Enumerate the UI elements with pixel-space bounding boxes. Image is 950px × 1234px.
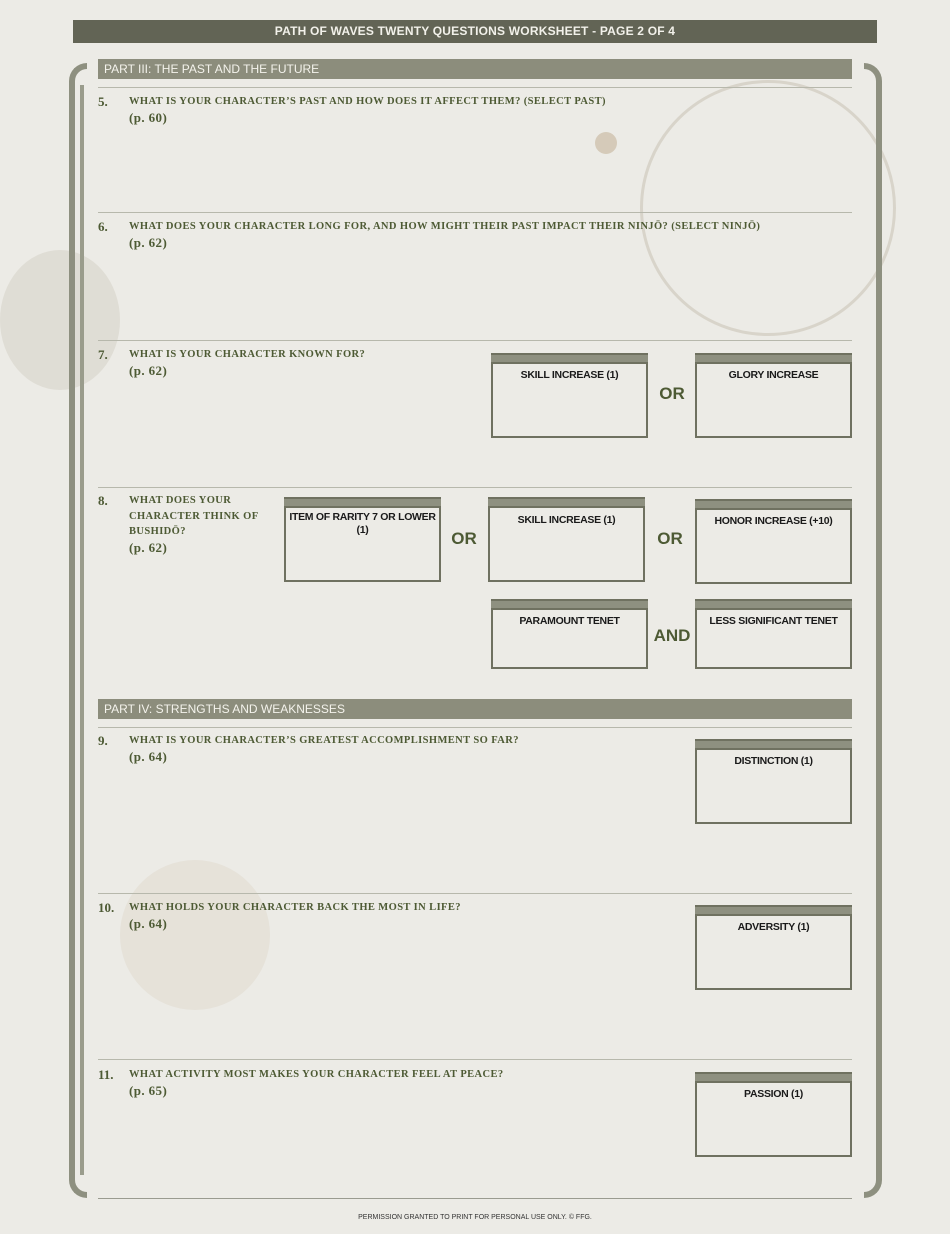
question-11-text: WHAT ACTIVITY MOST MAKES YOUR CHARACTER FEEL AT PEACE? <box>129 1069 504 1080</box>
question-7-number: 7. <box>98 347 108 362</box>
page-frame-left-inner <box>80 85 84 1175</box>
divider <box>98 1198 852 1199</box>
item-of-rarity-label: ITEM OF RARITY 7 OR LOWER (1) <box>289 511 436 536</box>
question-6-text: WHAT DOES YOUR CHARACTER LONG FOR, AND HOW MIGHT THEIR PAST IMPACT THEIR NINJŌ? (SELECT NINJŌ) <box>129 221 761 232</box>
question-7-text: WHAT IS YOUR CHARACTER KNOWN FOR? <box>129 349 366 360</box>
footer-permission: PERMISSION GRANTED TO PRINT FOR PERSONAL USE ONLY. © FFG. <box>358 1214 592 1221</box>
worksheet-title: PATH OF WAVES TWENTY QUESTIONS WORKSHEET - PAGE 2 OF 4 <box>73 20 877 43</box>
question-8-text: WHAT DOES YOUR CHARACTER THINK OF BUSHIDŌ? <box>129 495 259 537</box>
question-11-page: (p. 65) <box>129 1082 168 1098</box>
or-connector: OR <box>659 384 685 403</box>
question-6-number: 6. <box>98 219 108 234</box>
question-8 <box>129 493 274 555</box>
distinction-box[interactable] <box>695 739 852 824</box>
section-part-iii: PART III: THE PAST AND THE FUTURE <box>98 59 852 79</box>
divider <box>98 487 852 488</box>
glory-increase-box[interactable] <box>695 353 852 438</box>
adversity-box[interactable] <box>695 905 852 990</box>
question-7-page: (p. 62) <box>129 362 168 378</box>
divider <box>98 727 852 728</box>
skill-increase-box-2[interactable] <box>488 497 645 582</box>
honor-increase-label: HONOR INCREASE (+10) <box>714 515 833 527</box>
less-significant-tenet-box[interactable] <box>695 599 852 669</box>
passion-box[interactable] <box>695 1072 852 1157</box>
less-significant-tenet-label: LESS SIGNIFICANT TENET <box>709 615 838 627</box>
paramount-tenet-box[interactable] <box>491 599 648 669</box>
question-5 <box>129 94 829 125</box>
question-9 <box>129 733 669 764</box>
passion-label: PASSION (1) <box>744 1088 803 1100</box>
paramount-tenet-label: PARAMOUNT TENET <box>519 615 620 627</box>
skill-increase-label-2: SKILL INCREASE (1) <box>517 514 616 526</box>
question-6 <box>129 219 849 250</box>
paper-stain <box>120 860 270 1010</box>
question-8-number: 8. <box>98 493 108 508</box>
question-9-number: 9. <box>98 733 108 748</box>
question-9-page: (p. 64) <box>129 748 168 764</box>
divider <box>98 87 852 88</box>
question-10-number: 10. <box>98 900 115 915</box>
page-frame-left <box>69 63 87 1198</box>
or-connector: OR <box>657 529 683 548</box>
paper-stain <box>595 132 617 154</box>
question-11 <box>129 1067 669 1098</box>
question-10 <box>129 900 669 931</box>
question-9-text: WHAT IS YOUR CHARACTER’S GREATEST ACCOMPLISHMENT SO FAR? <box>129 735 519 746</box>
question-11-number: 11. <box>98 1067 114 1082</box>
page-frame-right <box>864 63 882 1198</box>
section-part-iv: PART IV: STRENGTHS AND WEAKNESSES <box>98 699 852 719</box>
question-7 <box>129 347 469 378</box>
distinction-label: DISTINCTION (1) <box>734 755 813 767</box>
divider <box>98 893 852 894</box>
question-8-page: (p. 62) <box>129 539 168 555</box>
question-5-number: 5. <box>98 94 108 109</box>
skill-increase-label: SKILL INCREASE (1) <box>520 369 619 381</box>
question-5-text: WHAT IS YOUR CHARACTER’S PAST AND HOW DOES IT AFFECT THEM? (SELECT PAST) <box>129 96 606 107</box>
or-connector: OR <box>451 529 477 548</box>
item-of-rarity-box[interactable] <box>284 497 441 582</box>
adversity-label: ADVERSITY (1) <box>737 921 810 933</box>
question-5-page: (p. 60) <box>129 109 168 125</box>
honor-increase-box[interactable] <box>695 499 852 584</box>
glory-increase-label: GLORY INCREASE <box>728 369 819 381</box>
divider <box>98 212 852 213</box>
divider <box>98 1059 852 1060</box>
divider <box>98 340 852 341</box>
and-connector: AND <box>653 626 691 645</box>
paper-stain <box>0 250 120 390</box>
question-10-text: WHAT HOLDS YOUR CHARACTER BACK THE MOST IN LIFE? <box>129 902 461 913</box>
skill-increase-box[interactable] <box>491 353 648 438</box>
question-10-page: (p. 64) <box>129 915 168 931</box>
question-6-page: (p. 62) <box>129 234 168 250</box>
